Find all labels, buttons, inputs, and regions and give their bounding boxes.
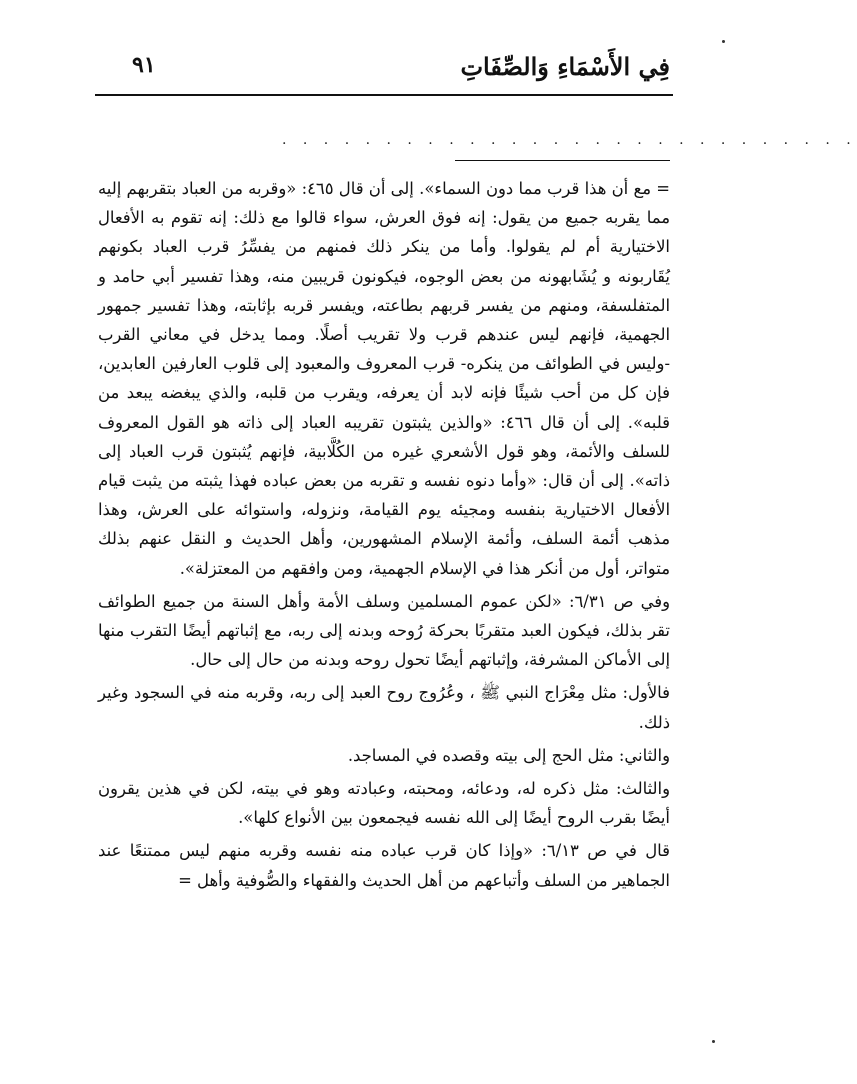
header-rule <box>95 94 673 96</box>
paragraph: = مع أن هذا قرب مما دون السماء». إلى أن قال ٤٦٥: «وقربه من العباد بتقربهم إليه مما يقربه جميع من يقول: إنه فوق العرش، سواء قالوا مع ذلك: إنه تقوم به الأفعال الاختيارية أم لم يقولوا. وأما من ينكر ذلك فمنهم من يفسِّرُ قرب العباد بكونهم يُقَاربونه و يُشَابهونه من بعض الوجوه، فيكونون قريبين منه، وهذا تفسير أبي حامد و المتفلسفة، ومنهم من يفسر قربهم بطاعته، ويفسر قربه بإثابته، وهذا تفسير جمهور الجهمية، فإنهم ليس عندهم قرب ولا تقريب أصلًا. ومما يدخل في معاني القرب -وليس في الطوائف من ينكره- قرب المعروف والمعبود إلى قلوب العارفين العابدين، فإن كل من أحب شيئًا فإنه لابد أن يعرفه، ويقرب من قلبه، والذي يبغضه يبعد من قلبه». إلى أن قال ٤٦٦: «والذين يثبتون تقريبه العباد إلى ذاته هو القول المعروف للسلف والأئمة، وهو قول الأشعري غيره من الكُلَّابية، فإنهم يُثبتون قرب العباد إلى ذاته». إلى أن قال: «وأما دنوه نفسه و تقربه من بعض عباده فهذا يثبته من يثبت قيام الأفعال الاختيارية بنفسه ومجيئه يوم القيامة، ونزوله، واستوائه على العرش، وهذا مذهب أئمة السلف، وأئمة الإسلام المشهورين، وأهل الحديث و النقل عنهم بذلك متواتر، أول من أنكر هذا في الإسلام الجهمية، ومن وافقهم من المعتزلة». <box>98 179 670 578</box>
paragraph: والثالث: مثل ذكره له، ودعائه، ومحبته، وعبادته وهو في بيته، لكن في هذين يقرون أيضًا بقرب الروح أيضًا إلى الله نفسه فيجمعون بين الأنواع كلها». <box>98 779 670 828</box>
scan-speck <box>722 40 725 43</box>
page-header <box>100 50 670 92</box>
scan-speck <box>712 1040 715 1043</box>
footnote-rule <box>455 160 670 161</box>
page-number: ٩١ <box>132 52 156 78</box>
paragraph: قال في ص ٦/١٣: «وإذا كان قرب عباده منه نفسه وقربه منهم ليس ممتنعًا عند الجماهير من السلف وأتباعهم من أهل الحديث والفقهاء والصُّوفية وأهل = <box>98 841 670 890</box>
running-title: فِي الأَسْمَاءِ وَالصِّفَاتِ <box>460 52 670 81</box>
paragraph: والثاني: مثل الحج إلى بيته وقصده في المساجد. <box>347 745 670 765</box>
paragraph: فالأول: مثل مِعْرَاج النبي ﷺ ، وعُرُوج روح العبد إلى ربه، وقربه منه في السجود وغير ذلك. <box>98 683 670 732</box>
footnote-body <box>98 174 670 899</box>
text-separator-dots: . . . . . . . . . . . . . . . . . . . . . . . . . . . . <box>282 132 857 148</box>
paragraph: وفي ص ٦/٣١: «لكن عموم المسلمين وسلف الأمة وأهل السنة من جميع الطوائف تقر بذلك، فيكون العبد متقربًا بحركة رُوحه وبدنه إلى ربه، مع إثباتهم أيضًا التقرب منها إلى الأماكن المشرفة، وإثباتهم أيضًا تحول روحه وبدنه من حال إلى حال. <box>98 591 670 670</box>
